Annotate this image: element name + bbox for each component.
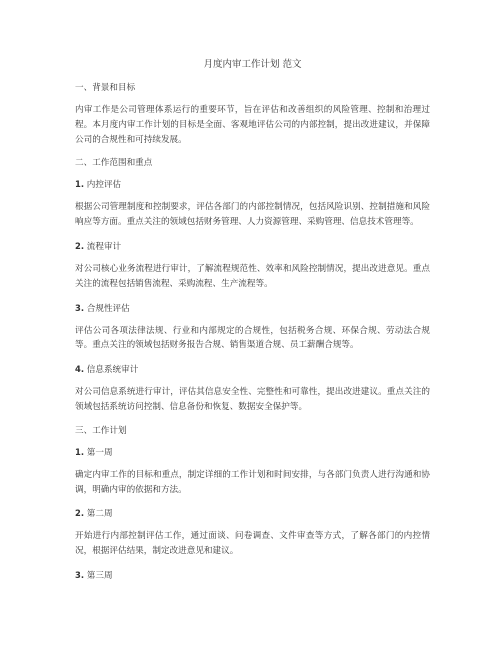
paragraph-week-2: 开始进行内部控制评估工作，通过面谈、问卷调查、文件审查等方式，了解各部门的内控情况，根据评估结果，制定改进意见和建议。 [75, 531, 430, 557]
subheading-number: 2. [75, 240, 85, 251]
subheading-label: 第一周 [86, 447, 113, 458]
subheading-label: 合规性评估 [86, 303, 130, 314]
subheading-week-2 [75, 507, 430, 520]
subheading-compliance [75, 302, 430, 315]
section-heading-scope: 二、工作范围和重点 [75, 158, 153, 169]
subheading-number: 2. [75, 508, 85, 519]
document-content [75, 58, 430, 591]
paragraph-background: 内审工作是公司管理体系运行的重要环节，旨在评估和改善组织的风险管理、控制和治理过程。本月度内审工作计划的目标是全面、客观地评估公司的内部控制，提出改进建议，并保障公司的合规性和可持续发展。 [75, 105, 430, 145]
document-title: 月度内审工作计划 范文 [203, 59, 302, 70]
subheading-number: 4. [75, 364, 85, 375]
section-heading-background: 一、背景和目标 [75, 83, 136, 93]
subheading-number: 1. [75, 446, 85, 457]
subheading-number: 3. [75, 569, 85, 580]
subheading-label: 内控评估 [86, 180, 122, 191]
subheading-internal-control [75, 178, 430, 191]
subheading-process-audit [75, 240, 430, 253]
paragraph-week-1: 确定内审工作的目标和重点，制定详细的工作计划和时间安排，与各部门负责人进行沟通和协调，明确内审的依据和方法。 [75, 469, 430, 495]
subheading-number: 1. [75, 179, 85, 190]
paragraph-it-audit: 对公司信息系统进行审计，评估其信息安全性、完整性和可靠性，提出改进建议。重点关注的领域包括系统访问控制、信息备份和恢复、数据安全保护等。 [75, 387, 430, 412]
subheading-label: 第三周 [86, 570, 113, 581]
subheading-it-audit [75, 363, 430, 376]
paragraph-compliance: 评估公司各项法律法规、行业和内部规定的合规性，包括税务合规、环保合规、劳动法合规等。重点关注的领域包括财务报告合规、销售渠道合规、员工薪酬合规等。 [75, 325, 430, 351]
paragraph-process-audit: 对公司核心业务流程进行审计，了解流程规范性、效率和风险控制情况，提出改进意见。重点关注的流程包括销售流程、采购流程、生产流程等。 [75, 263, 430, 289]
subheading-week-3 [75, 569, 430, 582]
subheading-label: 第二周 [86, 509, 113, 520]
subheading-number: 3. [75, 302, 85, 313]
paragraph-internal-control: 根据公司管理制度和控制要求，评估各部门的内部控制情况，包括风险识别、控制措施和风险响应等方面。重点关注的领域包括财务管理、人力资源管理、采购管理、信息技术管理等。 [75, 202, 430, 228]
section-heading-plan: 三、工作计划 [75, 425, 127, 436]
subheading-label: 流程审计 [86, 241, 122, 252]
subheading-label: 信息系统审计 [86, 365, 139, 376]
subheading-week-1 [75, 446, 430, 459]
